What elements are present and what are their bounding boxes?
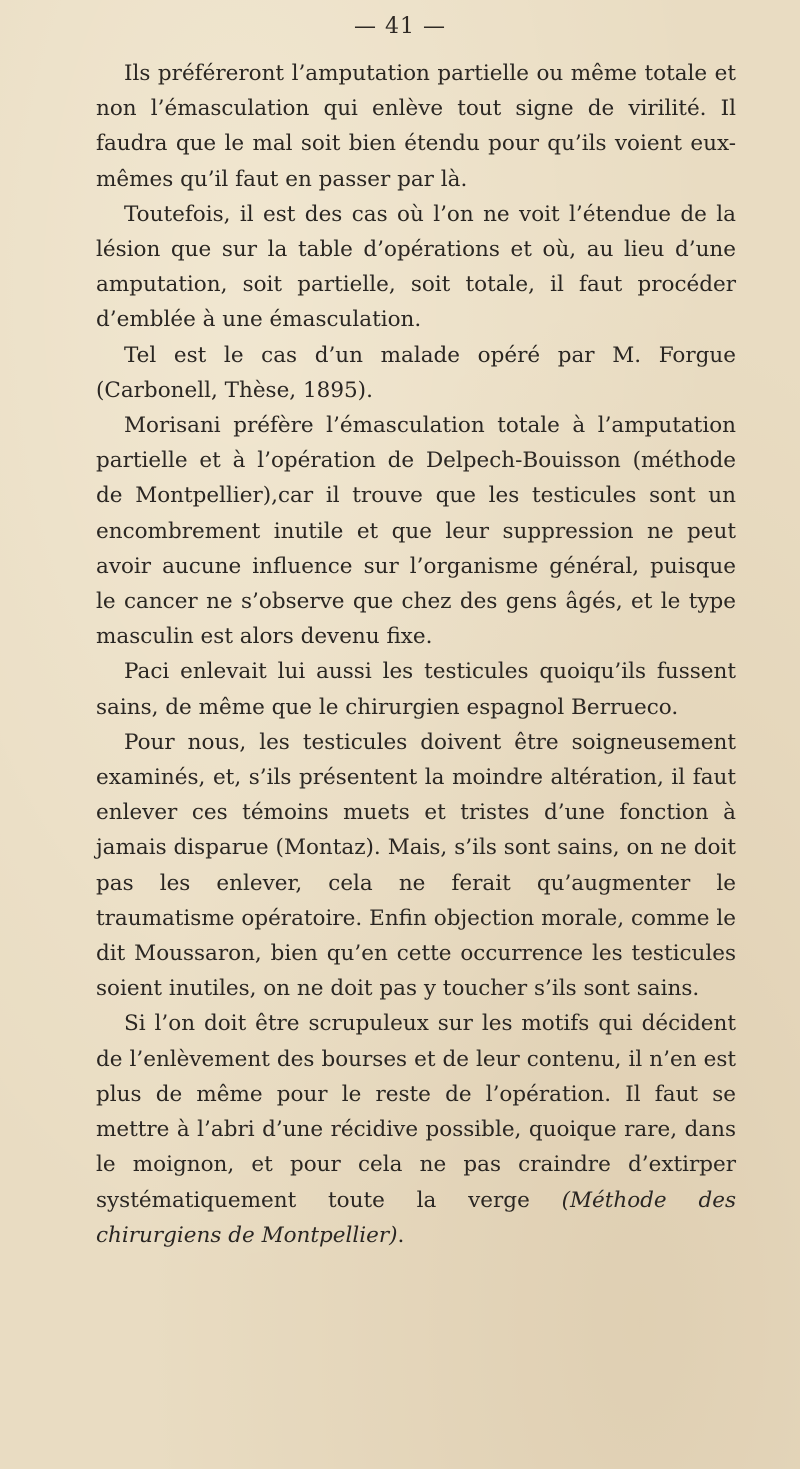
paragraph-7 <box>96 1006 736 1252</box>
paragraph-3: Tel est le cas d’un malade opéré par M. Forgue (Carbonell, Thèse, 1895). <box>96 342 736 403</box>
paragraph-7-end: . <box>397 1222 405 1248</box>
paragraph-6: Pour nous, les testicules doivent être soigneusement examinés, et, s’ils présentent la moindre altération, il faut enlever ces témoins muets et tristes d’une fonction à jamais disparue (Montaz). Mais, s’ils sont sains, on ne doit pas les enlever, cela ne ferait qu’augmenter le traumatisme opératoire. Enfin objection morale, comme le dit Moussaron, bien qu’en cette occurrence les testicules soient inutiles, on ne doit pas y toucher s’ils sont sains. <box>96 729 736 1002</box>
citation-methode: (Méthode des chirurgiens de Montpellier) <box>96 1187 736 1248</box>
paragraph-7-text: Si l’on doit être scrupuleux sur les motifs qui décident de l’enlèvement des bourses et de leur contenu, il n’en est plus de même pour le reste de l’opération. Il faut se mettre à l’abri d’une récidive possible, quoique rare, dans le moignon, et pour cela ne pas craindre d’extirper systématiquement toute la verge <box>96 1011 736 1213</box>
body-text <box>96 56 736 1253</box>
paragraph-5: Paci enlevait lui aussi les testicules quoiqu’ils fussent sains, de même que le chirurgien espagnol Berrueco. <box>96 659 736 720</box>
paragraph-1: Ils préféreront l’amputation partielle ou même totale et non l’émasculation qui enlève tout signe de virilité. Il faudra que le mal soit bien étendu pour qu’ils voient eux-mêmes qu’il faut en passer par là. <box>96 61 736 192</box>
paragraph-4: Morisani préfère l’émasculation totale à l’amputation partielle et à l’opération de Delpech-Bouisson (méthode de Montpellier),car il trouve que les testicules sont un encombrement inutile et que leur suppression ne peut avoir aucune influence sur l’organisme général, puisque le cancer ne s’observe que chez des gens âgés, et le type masculin est alors devenu fixe. <box>96 413 736 650</box>
paragraph-2: Toutefois, il est des cas où l’on ne voit l’étendue de la lésion que sur la table d’opérations et où, au lieu d’une amputation, soit partielle, soit totale, il faut procéder d’emblée à une émasculation. <box>96 201 736 333</box>
page-number: — 41 — <box>354 14 446 39</box>
